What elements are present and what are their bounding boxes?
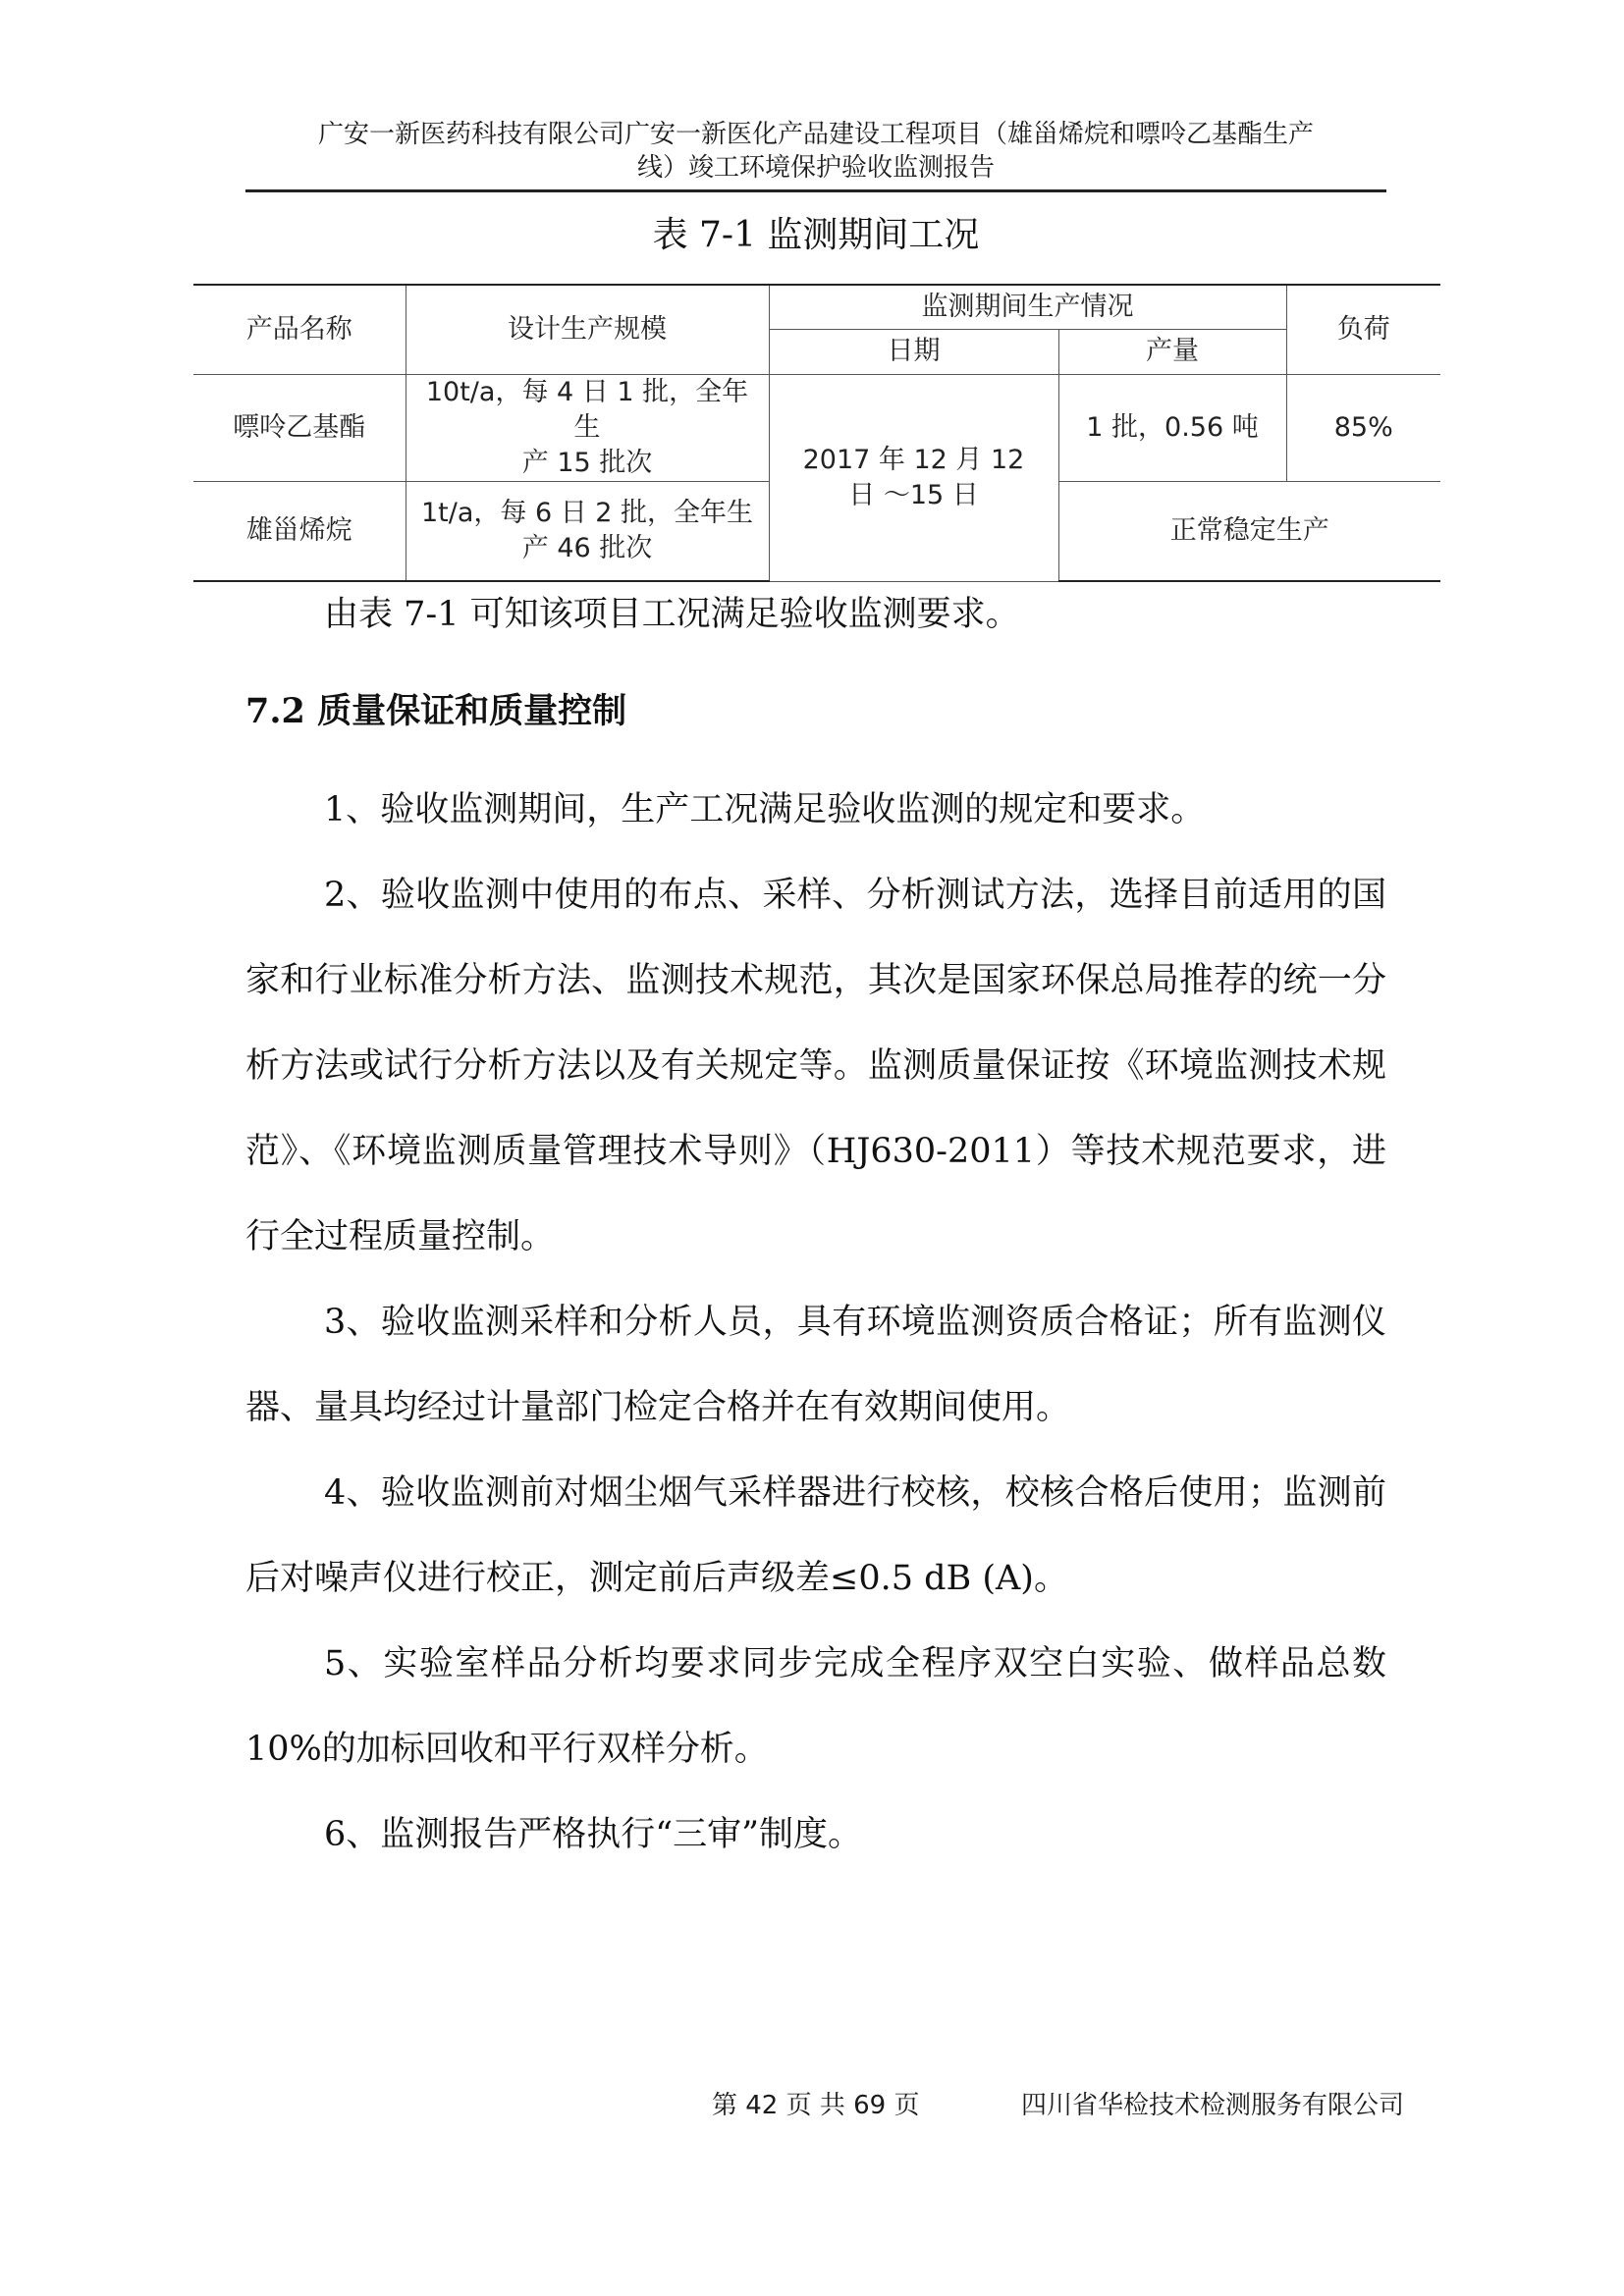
running-header (245, 118, 1386, 185)
paragraph-2: 2、验收监测中使用的布点、采样、分析测试方法，选择目前适用的国家和行业标准分析方法、监测技术规范，其次是国家环保总局推荐的统一分析方法或试行分析方法以及有关规定等。监测质量保证按《环境监测技术规范》、《环境监测质量管理技术导则》（HJ630-2011）等技术规范要求，进行全过程质量控制。 (245, 876, 1386, 1256)
row1-design-line1: 10t/a，每 4 日 1 批，全年生 (425, 376, 749, 443)
table-note: 由表 7-1 可知该项目工况满足验收监测要求。 (324, 595, 1020, 634)
date-line1: 2017 年 12 月 12 (802, 444, 1025, 475)
row1-design-line2: 产 15 批次 (521, 447, 653, 478)
header-design: 设计生产规模 (406, 285, 769, 374)
table-note-block (245, 572, 1386, 658)
row2-product: 雄甾烯烷 (193, 481, 406, 581)
table-title: 表 7-1 监测期间工况 (652, 215, 980, 255)
section-heading: 7.2 质量保证和质量控制 (245, 691, 627, 731)
header-line-2: 线）竣工环境保护验收监测报告 (636, 153, 995, 183)
table-row (193, 374, 1440, 481)
row2-design-line2: 产 46 批次 (521, 532, 653, 563)
header-product: 产品名称 (193, 285, 406, 374)
paragraph-4: 4、验收监测前对烟尘烟气采样器进行校核，校核合格后使用；监测前后对噪声仪进行校正，测定前后声级差≤0.5 dB (A)。 (245, 1473, 1386, 1598)
page-number: 第 42 页 共 69 页 (712, 2091, 920, 2120)
monitoring-date (769, 374, 1058, 581)
row1-product: 嘌呤乙基酯 (193, 374, 406, 481)
paragraph-5: 5、实验室样品分析均要求同步完成全程序双空白实验、做样品总数 10%的加标回收和平行双样分析。 (245, 1644, 1386, 1769)
paragraph-1: 1、验收监测期间，生产工况满足验收监测的规定和要求。 (324, 790, 1206, 829)
paragraph-3: 3、验收监测采样和分析人员，具有环境监测资质合格证；所有监测仪器、量具均经过计量部门检定合格并在有效期间使用。 (245, 1303, 1386, 1427)
header-load: 负荷 (1286, 285, 1440, 374)
header-production-group: 监测期间生产情况 (769, 285, 1286, 329)
row1-load: 85% (1286, 374, 1440, 481)
conditions-table (193, 284, 1440, 582)
header-output: 产量 (1058, 329, 1286, 374)
conditions-table-wrapper (193, 284, 1440, 582)
row1-output: 1 批，0.56 吨 (1058, 374, 1286, 481)
row1-design (406, 374, 769, 481)
quality-paragraphs (245, 768, 1386, 1878)
header-date: 日期 (769, 329, 1058, 374)
header-line-1: 广安一新医药科技有限公司广安一新医化产品建设工程项目（雄甾烯烷和嘌呤乙基酯生产 (317, 120, 1314, 149)
paragraph-6: 6、监测报告严格执行“三审”制度。 (324, 1815, 863, 1854)
row2-output-merged: 正常稳定生产 (1058, 481, 1440, 581)
header-rule (245, 189, 1386, 192)
footer-company: 四川省华检技术检测服务有限公司 (1021, 2091, 1405, 2120)
row2-design-line1: 1t/a，每 6 日 2 批，全年生 (420, 497, 754, 528)
date-line2: 日 ～15 日 (848, 479, 979, 510)
table-header-row-1 (193, 285, 1440, 329)
row2-design (406, 481, 769, 581)
